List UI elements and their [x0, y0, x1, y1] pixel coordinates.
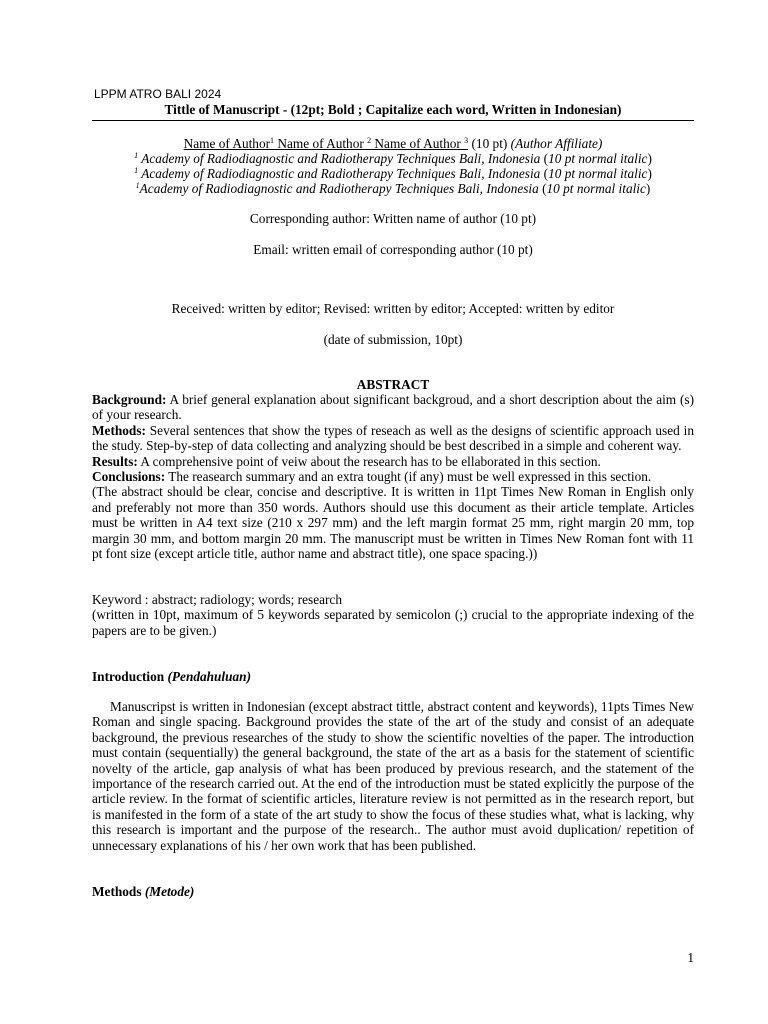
introduction-body: Manuscripst is written in Indonesian (except abstract tittle, abstract content and keywords), 11pts Times New Roman and single spacing. Background provides the state of the art of the study and consist of an adequate background, the previous researches of the study to show the scientific novelties of the paper. The introduction must contain (sequentially) the general background, the state of the art as a basis for the statement of scientific novelty of the article, gap analysis of what has been produced by previous research, and the statement of the importance of the research carried out. At the end of the introduction must be stated explicitly the purpose of the article review. In the format of scientific articles, literature review is not permitted as in the research report, but is manifested in the form of a state of the art study to show the focus of these studies what, what is lacking, why this research is important and the purpose of the research.. The author must avoid duplication/ repetition of unnecessary explanations of his / her own work that has been published. — [92, 699, 694, 853]
background-text: A brief general explanation about significant backgroud, and a short description about the aim (s) of your research. — [92, 392, 694, 423]
corresponding-email: Email: written email of corresponding author (10 pt) — [253, 242, 533, 257]
affiliation-paren: ( — [542, 181, 547, 196]
author-block — [92, 136, 694, 196]
conclusions-label: Conclusions: — [92, 469, 166, 485]
affiliation-text: Academy of Radiodiagnostic and Radiotherapy Techniques Bali, Indonesia — [138, 166, 544, 181]
affiliation-line-1 — [92, 151, 694, 166]
review-dates: Received: written by editor; Revised: written by editor; Accepted: written by editor — [171, 301, 615, 316]
affiliation-line-3 — [92, 181, 694, 196]
abstract-note: (The abstract should be clear, concise and descriptive. It is written in 11pt Times New Roman in English only and preferably not more than 350 words. Authors should use this document as their article template. Articles must be written in A4 text size (210 x 297 mm) and the left margin format 25 mm, right margin 20 mm, top margin 30 mm, and bottom margin 20 mm. The manuscript must be written in Times New Roman font with 11 pt font size (except article title, author name and abstract title), one space spacing.)) — [92, 484, 694, 562]
author-sup-3: 3 — [464, 136, 469, 145]
background-label: Background: — [92, 392, 167, 407]
author-sup-1: 1 — [270, 136, 275, 145]
keywords-block — [92, 592, 694, 638]
affiliation-paren: ) — [647, 151, 652, 166]
methods-text: Several sentences that show the types of reseach as well as the designs of scientific approach used in the study. Step-by-step of data collecting and analyzing should be best described in a simple and coherent way. — [92, 422, 694, 454]
affiliation-paren: ) — [645, 181, 651, 196]
introduction-heading-text: Introduction — [92, 669, 168, 684]
author-affiliate-note: (Author Affiliate) — [510, 136, 603, 151]
manuscript-title: Tittle of Manuscript - (12pt; Bold ; Capitalize each word, Written in Indonesian) — [164, 102, 622, 117]
affiliation-sup: 1 — [134, 151, 139, 160]
abstract-conclusions — [92, 469, 694, 484]
affiliation-sup: 1 — [135, 181, 140, 190]
introduction-heading — [92, 669, 251, 685]
results-label: Results: — [92, 453, 138, 469]
affiliation-text: Academy of Radiodiagnostic and Radiotherapy Techniques Bali, Indonesia — [139, 181, 543, 196]
author-name-3: Name of Author — [371, 136, 465, 151]
keywords-line: Keyword : abstract; radiology; words; research — [92, 592, 342, 607]
affiliation-note: 10 pt normal italic — [546, 181, 646, 196]
title-divider — [92, 120, 694, 121]
author-name-1: Name of Author — [183, 136, 271, 151]
keywords-note: (written in 10pt, maximum of 5 keywords separated by semicolon (;) crucial to the appropriate indexing of the papers are to be given.) — [92, 607, 694, 638]
affiliation-text: Academy of Radiodiagnostic and Radiotherapy Techniques Bali, Indonesia — [138, 151, 544, 166]
affiliation-paren: ( — [543, 166, 549, 181]
affiliation-paren: ( — [543, 151, 549, 166]
header-organization: LPPM ATRO BALI 2024 — [94, 87, 222, 101]
methods-label: Methods: — [92, 422, 146, 438]
introduction-heading-italic: (Pendahuluan) — [167, 669, 251, 684]
author-name-2: Name of Author — [274, 136, 368, 151]
page-number: 1 — [687, 950, 694, 965]
author-size-note: (10 pt) — [468, 136, 511, 151]
author-names-line — [92, 136, 694, 151]
affiliation-note: 10 pt normal italic — [548, 166, 648, 181]
methods-heading-text: Methods — [92, 884, 145, 899]
affiliation-line-2 — [92, 166, 694, 181]
abstract-background — [92, 392, 694, 423]
results-text: A comprehensive point of veiw about the research has to be ellaborated in this section. — [137, 453, 601, 469]
methods-heading — [92, 884, 194, 900]
affiliation-sup: 1 — [134, 166, 139, 175]
author-sup-2: 2 — [367, 136, 372, 145]
conclusions-text: The reasearch summary and an extra tought (if any) must be well expressed in this section. — [165, 469, 652, 485]
abstract-results — [92, 454, 694, 469]
affiliation-paren: ) — [647, 166, 652, 181]
abstract-title: ABSTRACT — [356, 377, 430, 392]
author-names — [184, 136, 469, 151]
methods-heading-italic: (Metode) — [144, 884, 195, 899]
submission-date: (date of submission, 10pt) — [323, 332, 463, 347]
corresponding-author: Corresponding author: Written name of author (10 pt) — [249, 211, 537, 226]
affiliation-note: 10 pt normal italic — [548, 151, 648, 166]
abstract-body — [92, 392, 694, 561]
abstract-methods — [92, 423, 694, 454]
document-page — [92, 0, 694, 1024]
